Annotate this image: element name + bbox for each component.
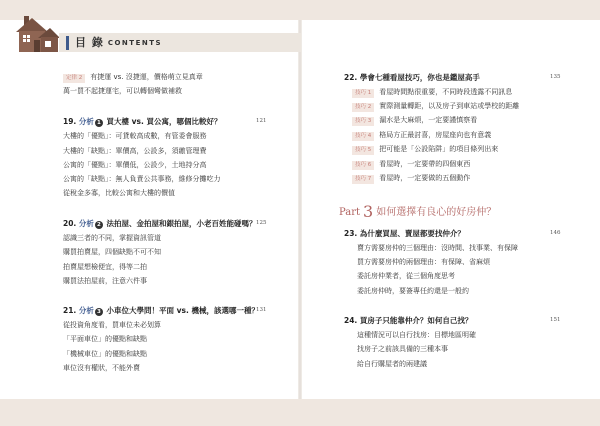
house-icon bbox=[14, 16, 60, 52]
book-gutter bbox=[298, 20, 302, 399]
technique-item[interactable]: 技巧 7 看屋時，一定要做的五個動作 bbox=[352, 174, 470, 184]
technique-tag: 技巧 1 bbox=[352, 89, 374, 98]
bottom-band bbox=[0, 399, 600, 426]
top-band bbox=[0, 0, 600, 20]
part-number: 3 bbox=[363, 202, 374, 221]
technique-item[interactable]: 技巧 4 格局方正最討喜，房屋座向也有意義 bbox=[352, 131, 491, 141]
toc-line[interactable] bbox=[63, 73, 203, 83]
toc-line[interactable]: 委託房仲業者，從三個角度思考 bbox=[357, 272, 455, 280]
toc-line[interactable]: 車位沒有權狀，不能外賣 bbox=[63, 364, 140, 372]
toc-heading-22[interactable]: 22. 學會七種看屋技巧，你也是鑑屋高手 bbox=[344, 73, 480, 82]
part-heading: Part 3 如何選擇有良心的好房仲？ bbox=[339, 202, 497, 221]
toc-line[interactable]: 認識三者的不同，掌握資訊管道 bbox=[63, 234, 161, 242]
toc-heading-23[interactable]: 23. 為什麼買屋、賣屋都要找仲介？ bbox=[344, 229, 465, 238]
law-tag: 定律 2 bbox=[63, 74, 85, 83]
technique-item[interactable]: 技巧 2 實際測量轉距，以及房子到車站或學校的距離 bbox=[352, 102, 519, 112]
page-number: 131 bbox=[256, 307, 267, 313]
toc-line[interactable]: 「平面車位」的優點和缺點 bbox=[63, 335, 147, 343]
toc-line-text: 有捷運 vs. 沒捷運，價格萌立見真章 bbox=[90, 73, 203, 81]
header-accent bbox=[66, 36, 69, 50]
analysis-badge: 2 bbox=[95, 221, 103, 229]
toc-heading-19[interactable]: 19. 分析 1 買大樓 vs. 買公寓，哪個比較好？ bbox=[63, 117, 222, 126]
technique-tag: 技巧 3 bbox=[352, 117, 374, 126]
toc-line[interactable]: 大樓的「優點」：可貸較高成數，有管委會服務 bbox=[63, 132, 207, 140]
title-english: CONTENTS bbox=[107, 39, 163, 47]
analysis-badge: 1 bbox=[95, 119, 103, 127]
toc-line[interactable]: 給自行購屋者的兩建議 bbox=[357, 360, 427, 368]
analysis-badge: 3 bbox=[95, 308, 103, 316]
page-number: 151 bbox=[550, 317, 561, 323]
toc-line[interactable]: 公寓的「優點」：單價低，公設少，土地持分高 bbox=[63, 161, 207, 169]
technique-tag: 技巧 6 bbox=[352, 161, 374, 170]
page-title bbox=[75, 33, 162, 52]
toc-heading-20[interactable]: 20. 分析 2 法拍屋、金拍屋和銀拍屋，小老百姓能碰嗎？ bbox=[63, 219, 257, 228]
technique-tag: 技巧 7 bbox=[352, 175, 374, 184]
toc-line[interactable]: 找房子之前該具備的三種本事 bbox=[357, 345, 448, 353]
toc-line[interactable]: 拍賣屋想檢便宜，得等二拍 bbox=[63, 263, 147, 271]
technique-item[interactable]: 技巧 1 看屋時間點很重要，不同時段透露不同訊息 bbox=[352, 88, 512, 98]
page-number: 125 bbox=[256, 220, 267, 226]
technique-item[interactable]: 技巧 3 漏水是大麻煩，一定要謹慎察看 bbox=[352, 116, 477, 126]
toc-heading-21[interactable]: 21. 分析 3 小車位大學問！平面 vs. 機械，該選哪一種？ bbox=[63, 306, 259, 315]
toc-line[interactable]: 委託房仲時，要簽專任約還是一般約 bbox=[357, 287, 469, 295]
toc-line[interactable]: 大樓的「缺點」：單價高，公設多，須繳管理費 bbox=[63, 147, 207, 155]
toc-line[interactable]: 「機械車位」的優點和缺點 bbox=[63, 350, 147, 358]
toc-line[interactable]: 賣方需要房仲的三個理由：沒時間、找事業、有保障 bbox=[357, 244, 518, 252]
toc-line[interactable]: 從稅金多寡，比較公寓和大樓的價值 bbox=[63, 189, 175, 197]
technique-item[interactable]: 技巧 6 看屋時，一定要帶的四個東西 bbox=[352, 160, 470, 170]
toc-heading-24[interactable]: 24. 買房子只能靠仲介？如何自己找？ bbox=[344, 316, 473, 325]
technique-item[interactable]: 技巧 5 把可能是「公設陷阱」的項目條列出來 bbox=[352, 145, 498, 155]
toc-line[interactable]: 買方需要房仲的兩個理由：有保障、省麻煩 bbox=[357, 258, 490, 266]
title-chinese: 目 錄 bbox=[75, 36, 104, 49]
technique-tag: 技巧 2 bbox=[352, 103, 374, 112]
toc-line[interactable]: 這種情況可以自行找房：目標地區明確 bbox=[357, 331, 476, 339]
page-number: 146 bbox=[550, 230, 561, 236]
technique-tag: 技巧 4 bbox=[352, 132, 374, 141]
part-title: 如何選擇有良心的好房仲？ bbox=[376, 207, 497, 218]
technique-tag: 技巧 5 bbox=[352, 146, 374, 155]
toc-line[interactable]: 從投資角度看，買車位未必划算 bbox=[63, 321, 161, 329]
toc-line[interactable]: 公寓的「缺點」：無人負責公共事務，維修分攤吃力 bbox=[63, 175, 221, 183]
toc-line[interactable]: 萬一買不起捷運宅，可以轉個彎做補救 bbox=[63, 87, 182, 95]
page-number: 135 bbox=[550, 74, 561, 80]
page-number: 121 bbox=[256, 118, 267, 124]
toc-line[interactable]: 購買法拍屋前，注意六件事 bbox=[63, 277, 147, 285]
toc-line[interactable]: 購買拍賣屋，四個缺點不可不知 bbox=[63, 248, 161, 256]
